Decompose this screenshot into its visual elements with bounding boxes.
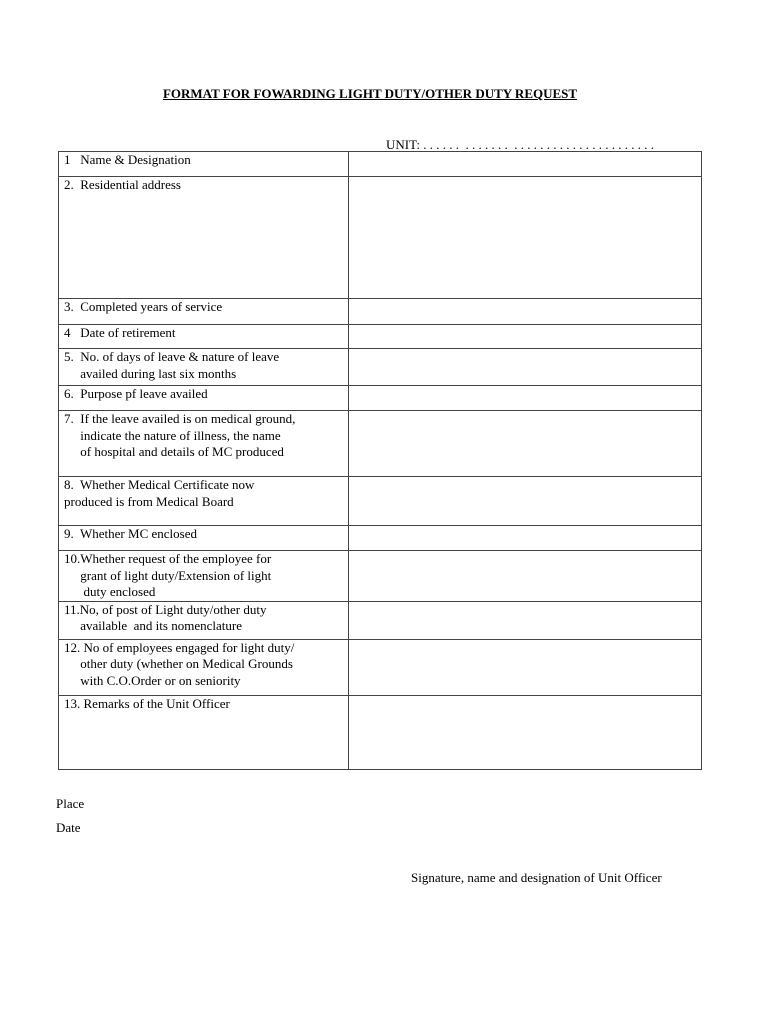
row-label-posts-available: 11.No, of post of Light duty/other duty available and its nomenclature (59, 601, 349, 639)
signature-label: Signature, name and designation of Unit Officer (411, 870, 662, 885)
table-row (59, 299, 702, 325)
row-label-light-duty-request: 10.Whether request of the employee for grant of light duty/Extension of light duty enclosed (59, 551, 349, 602)
row-value-employees-engaged (349, 639, 702, 695)
row-label-residential-address: 2. Residential address (59, 177, 349, 299)
row-value-years-of-service (349, 299, 702, 325)
table-row (59, 177, 702, 299)
table-row (59, 411, 702, 477)
date-label: Date (56, 820, 81, 835)
row-label-medical-ground: 7. If the leave availed is on medical ground, indicate the nature of illness, the name of hospital and details of MC produced (59, 411, 349, 477)
row-value-leave-purpose (349, 386, 702, 411)
document-title: FORMAT FOR FOWARDING LIGHT DUTY/OTHER DUTY REQUEST (162, 86, 578, 101)
row-value-leave-days (349, 349, 702, 386)
row-value-name-designation (349, 152, 702, 177)
row-label-date-of-retirement: 4 Date of retirement (59, 325, 349, 349)
row-value-remarks (349, 695, 702, 769)
table-row (59, 349, 702, 386)
table-row (59, 386, 702, 411)
table-row (59, 551, 702, 602)
table-row (59, 639, 702, 695)
request-form-table (58, 151, 702, 770)
row-label-mc-enclosed: 9. Whether MC enclosed (59, 526, 349, 551)
row-label-leave-purpose: 6. Purpose pf leave availed (59, 386, 349, 411)
row-value-medical-board (349, 477, 702, 526)
table-row (59, 695, 702, 769)
table-row (59, 526, 702, 551)
row-value-light-duty-request (349, 551, 702, 602)
row-label-leave-days: 5. No. of days of leave & nature of leave availed during last six months (59, 349, 349, 386)
row-label-years-of-service: 3. Completed years of service (59, 299, 349, 325)
table-row (59, 325, 702, 349)
unit-field: UNIT: . . . . . . . . . . . . . . . . . . . . . . . . . . . . . . . . . . . (386, 137, 655, 152)
table-row (59, 601, 702, 639)
row-label-employees-engaged: 12. No of employees engaged for light duty/ other duty (whether on Medical Grounds with C.O.Order or on seniority (59, 639, 349, 695)
row-value-residential-address (349, 177, 702, 299)
row-value-medical-ground (349, 411, 702, 477)
row-label-remarks: 13. Remarks of the Unit Officer (59, 695, 349, 769)
place-label: Place (56, 796, 85, 811)
row-value-mc-enclosed (349, 526, 702, 551)
row-label-medical-board: 8. Whether Medical Certificate now produced is from Medical Board (59, 477, 349, 526)
table-row (59, 477, 702, 526)
row-label-name-designation: 1 Name & Designation (59, 152, 349, 177)
table-row (59, 152, 702, 177)
row-value-posts-available (349, 601, 702, 639)
row-value-date-of-retirement (349, 325, 702, 349)
